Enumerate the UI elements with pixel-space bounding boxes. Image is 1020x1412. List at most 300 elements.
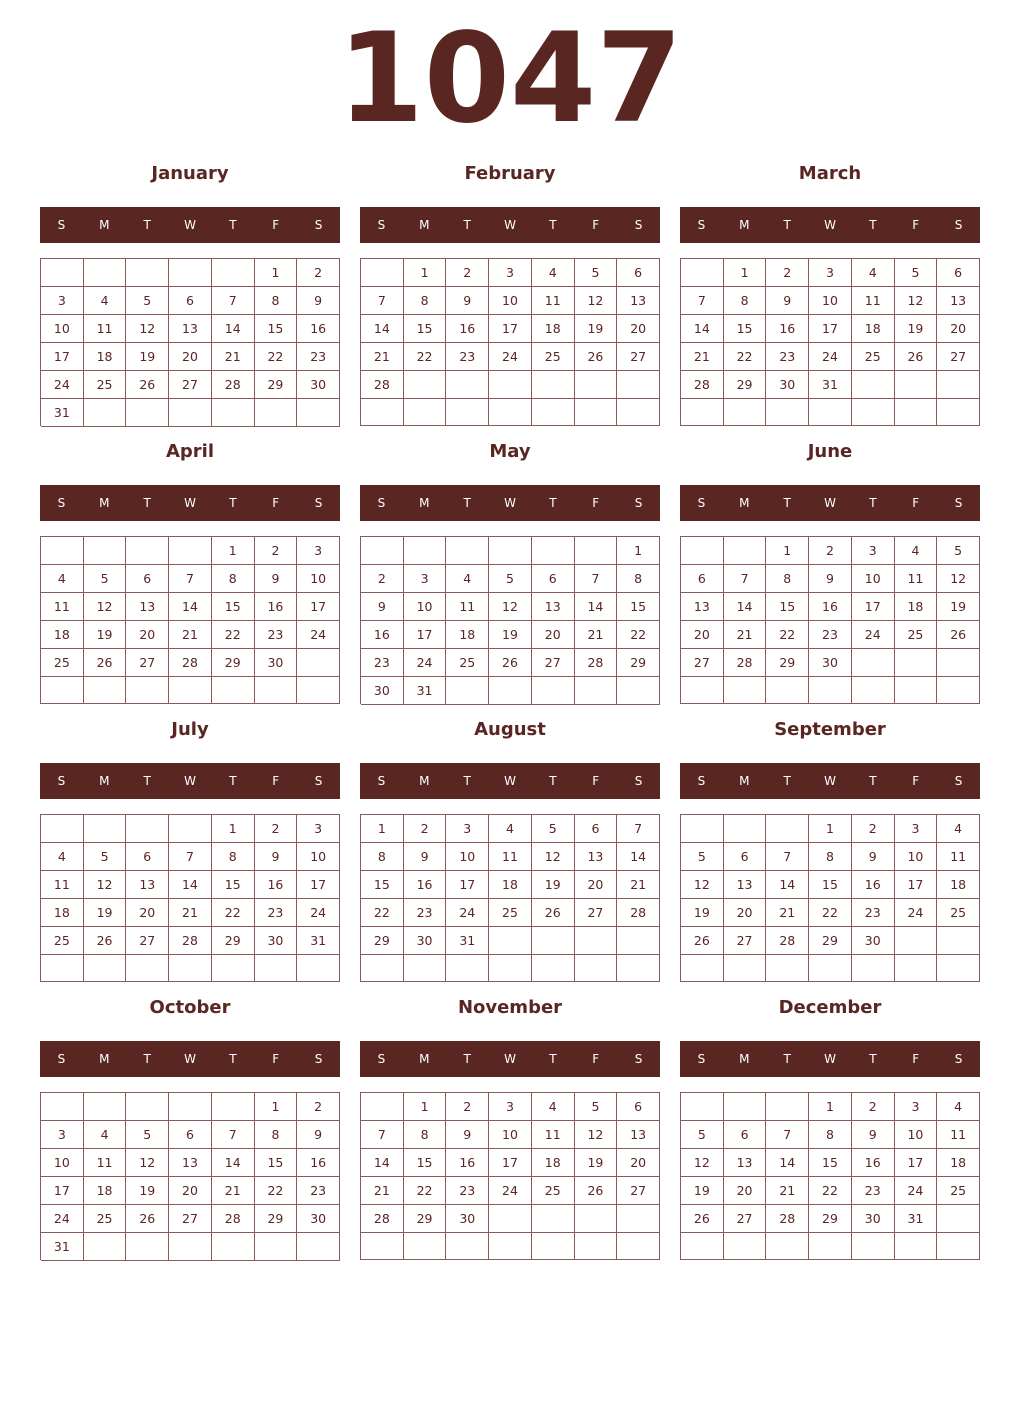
day-cell[interactable]: 16 xyxy=(404,871,447,899)
day-cell[interactable]: 24 xyxy=(895,899,938,927)
day-cell[interactable]: 11 xyxy=(532,287,575,315)
day-cell[interactable]: 22 xyxy=(212,621,255,649)
day-cell[interactable]: 6 xyxy=(169,1121,212,1149)
day-cell[interactable]: 12 xyxy=(532,843,575,871)
day-cell[interactable]: 7 xyxy=(617,815,660,843)
day-cell[interactable]: 1 xyxy=(212,815,255,843)
day-cell[interactable]: 18 xyxy=(532,315,575,343)
day-cell[interactable]: 23 xyxy=(809,621,852,649)
day-cell[interactable]: 1 xyxy=(809,1093,852,1121)
day-cell[interactable]: 21 xyxy=(169,621,212,649)
day-cell[interactable]: 8 xyxy=(766,565,809,593)
day-cell[interactable]: 6 xyxy=(126,843,169,871)
day-cell[interactable]: 19 xyxy=(895,315,938,343)
day-cell[interactable]: 21 xyxy=(766,1177,809,1205)
day-cell[interactable]: 27 xyxy=(681,649,724,677)
day-cell[interactable]: 17 xyxy=(895,871,938,899)
day-cell[interactable]: 11 xyxy=(446,593,489,621)
day-cell[interactable]: 6 xyxy=(617,1093,660,1121)
day-cell[interactable]: 18 xyxy=(937,1149,980,1177)
day-cell[interactable]: 13 xyxy=(617,1121,660,1149)
day-cell[interactable]: 7 xyxy=(724,565,767,593)
day-cell[interactable]: 11 xyxy=(937,1121,980,1149)
day-cell[interactable]: 23 xyxy=(404,899,447,927)
day-cell[interactable]: 22 xyxy=(404,343,447,371)
day-cell[interactable]: 29 xyxy=(724,371,767,399)
day-cell[interactable]: 18 xyxy=(446,621,489,649)
day-cell[interactable]: 16 xyxy=(766,315,809,343)
day-cell[interactable]: 22 xyxy=(361,899,404,927)
day-cell[interactable]: 5 xyxy=(681,1121,724,1149)
day-cell[interactable]: 9 xyxy=(766,287,809,315)
day-cell[interactable]: 6 xyxy=(532,565,575,593)
day-cell[interactable]: 26 xyxy=(489,649,532,677)
day-cell[interactable]: 24 xyxy=(852,621,895,649)
day-cell[interactable]: 15 xyxy=(361,871,404,899)
day-cell[interactable]: 16 xyxy=(255,871,298,899)
day-cell[interactable]: 16 xyxy=(446,1149,489,1177)
day-cell[interactable]: 28 xyxy=(766,927,809,955)
day-cell[interactable]: 17 xyxy=(489,1149,532,1177)
day-cell[interactable]: 21 xyxy=(361,343,404,371)
day-cell[interactable]: 28 xyxy=(212,1205,255,1233)
day-cell[interactable]: 20 xyxy=(126,621,169,649)
day-cell[interactable]: 13 xyxy=(169,315,212,343)
day-cell[interactable]: 17 xyxy=(895,1149,938,1177)
day-cell[interactable]: 23 xyxy=(297,1177,340,1205)
day-cell[interactable]: 14 xyxy=(361,1149,404,1177)
day-cell[interactable]: 26 xyxy=(575,343,618,371)
day-cell[interactable]: 26 xyxy=(84,649,127,677)
day-cell[interactable]: 1 xyxy=(255,259,298,287)
day-cell[interactable]: 4 xyxy=(446,565,489,593)
day-cell[interactable]: 25 xyxy=(84,1205,127,1233)
day-cell[interactable]: 18 xyxy=(41,899,84,927)
day-cell[interactable]: 5 xyxy=(489,565,532,593)
day-cell[interactable]: 1 xyxy=(617,537,660,565)
day-cell[interactable]: 3 xyxy=(895,815,938,843)
day-cell[interactable]: 2 xyxy=(446,1093,489,1121)
day-cell[interactable]: 5 xyxy=(126,287,169,315)
day-cell[interactable]: 31 xyxy=(297,927,340,955)
day-cell[interactable]: 9 xyxy=(446,1121,489,1149)
day-cell[interactable]: 27 xyxy=(169,1205,212,1233)
day-cell[interactable]: 4 xyxy=(489,815,532,843)
day-cell[interactable]: 29 xyxy=(255,371,298,399)
day-cell[interactable]: 13 xyxy=(532,593,575,621)
day-cell[interactable]: 17 xyxy=(404,621,447,649)
day-cell[interactable]: 7 xyxy=(169,565,212,593)
day-cell[interactable]: 24 xyxy=(895,1177,938,1205)
day-cell[interactable]: 3 xyxy=(809,259,852,287)
day-cell[interactable]: 4 xyxy=(937,1093,980,1121)
day-cell[interactable]: 4 xyxy=(41,565,84,593)
day-cell[interactable]: 20 xyxy=(169,343,212,371)
day-cell[interactable]: 15 xyxy=(724,315,767,343)
day-cell[interactable]: 19 xyxy=(575,315,618,343)
day-cell[interactable]: 6 xyxy=(575,815,618,843)
day-cell[interactable]: 31 xyxy=(41,1233,84,1261)
day-cell[interactable]: 5 xyxy=(84,565,127,593)
day-cell[interactable]: 13 xyxy=(126,593,169,621)
day-cell[interactable]: 15 xyxy=(809,871,852,899)
day-cell[interactable]: 12 xyxy=(575,1121,618,1149)
day-cell[interactable]: 22 xyxy=(404,1177,447,1205)
day-cell[interactable]: 5 xyxy=(575,1093,618,1121)
day-cell[interactable]: 30 xyxy=(852,1205,895,1233)
day-cell[interactable]: 18 xyxy=(41,621,84,649)
day-cell[interactable]: 27 xyxy=(937,343,980,371)
day-cell[interactable]: 8 xyxy=(212,843,255,871)
day-cell[interactable]: 10 xyxy=(852,565,895,593)
day-cell[interactable]: 9 xyxy=(255,843,298,871)
day-cell[interactable]: 23 xyxy=(766,343,809,371)
day-cell[interactable]: 20 xyxy=(575,871,618,899)
day-cell[interactable]: 12 xyxy=(681,1149,724,1177)
day-cell[interactable]: 20 xyxy=(681,621,724,649)
day-cell[interactable]: 18 xyxy=(84,1177,127,1205)
day-cell[interactable]: 16 xyxy=(852,871,895,899)
day-cell[interactable]: 30 xyxy=(766,371,809,399)
day-cell[interactable]: 12 xyxy=(84,593,127,621)
day-cell[interactable]: 30 xyxy=(255,927,298,955)
day-cell[interactable]: 1 xyxy=(404,1093,447,1121)
day-cell[interactable]: 22 xyxy=(212,899,255,927)
day-cell[interactable]: 14 xyxy=(617,843,660,871)
day-cell[interactable]: 13 xyxy=(575,843,618,871)
day-cell[interactable]: 8 xyxy=(212,565,255,593)
day-cell[interactable]: 4 xyxy=(895,537,938,565)
day-cell[interactable]: 12 xyxy=(126,315,169,343)
day-cell[interactable]: 14 xyxy=(766,1149,809,1177)
day-cell[interactable]: 8 xyxy=(404,287,447,315)
day-cell[interactable]: 16 xyxy=(255,593,298,621)
day-cell[interactable]: 15 xyxy=(404,1149,447,1177)
day-cell[interactable]: 6 xyxy=(724,843,767,871)
day-cell[interactable]: 25 xyxy=(41,927,84,955)
day-cell[interactable]: 8 xyxy=(809,1121,852,1149)
day-cell[interactable]: 20 xyxy=(617,315,660,343)
day-cell[interactable]: 20 xyxy=(126,899,169,927)
day-cell[interactable]: 19 xyxy=(681,899,724,927)
day-cell[interactable]: 29 xyxy=(617,649,660,677)
day-cell[interactable]: 20 xyxy=(617,1149,660,1177)
day-cell[interactable]: 28 xyxy=(169,649,212,677)
day-cell[interactable]: 1 xyxy=(255,1093,298,1121)
day-cell[interactable]: 22 xyxy=(255,1177,298,1205)
day-cell[interactable]: 14 xyxy=(212,315,255,343)
day-cell[interactable]: 15 xyxy=(766,593,809,621)
day-cell[interactable]: 17 xyxy=(489,315,532,343)
day-cell[interactable]: 16 xyxy=(297,1149,340,1177)
day-cell[interactable]: 26 xyxy=(937,621,980,649)
day-cell[interactable]: 22 xyxy=(724,343,767,371)
day-cell[interactable]: 2 xyxy=(361,565,404,593)
day-cell[interactable]: 29 xyxy=(212,649,255,677)
day-cell[interactable]: 23 xyxy=(852,1177,895,1205)
day-cell[interactable]: 11 xyxy=(84,1149,127,1177)
day-cell[interactable]: 17 xyxy=(41,343,84,371)
day-cell[interactable]: 9 xyxy=(809,565,852,593)
day-cell[interactable]: 4 xyxy=(532,1093,575,1121)
day-cell[interactable]: 7 xyxy=(361,1121,404,1149)
day-cell[interactable]: 29 xyxy=(361,927,404,955)
day-cell[interactable]: 2 xyxy=(297,259,340,287)
day-cell[interactable]: 8 xyxy=(361,843,404,871)
day-cell[interactable]: 5 xyxy=(532,815,575,843)
day-cell[interactable]: 22 xyxy=(255,343,298,371)
day-cell[interactable]: 25 xyxy=(532,1177,575,1205)
day-cell[interactable]: 6 xyxy=(724,1121,767,1149)
day-cell[interactable]: 13 xyxy=(724,1149,767,1177)
day-cell[interactable]: 8 xyxy=(404,1121,447,1149)
day-cell[interactable]: 24 xyxy=(41,1205,84,1233)
day-cell[interactable]: 31 xyxy=(404,677,447,705)
day-cell[interactable]: 6 xyxy=(937,259,980,287)
day-cell[interactable]: 13 xyxy=(617,287,660,315)
day-cell[interactable]: 21 xyxy=(681,343,724,371)
day-cell[interactable]: 2 xyxy=(297,1093,340,1121)
day-cell[interactable]: 16 xyxy=(446,315,489,343)
day-cell[interactable]: 29 xyxy=(766,649,809,677)
day-cell[interactable]: 2 xyxy=(404,815,447,843)
day-cell[interactable]: 10 xyxy=(297,843,340,871)
day-cell[interactable]: 28 xyxy=(575,649,618,677)
day-cell[interactable]: 13 xyxy=(937,287,980,315)
day-cell[interactable]: 1 xyxy=(212,537,255,565)
day-cell[interactable]: 26 xyxy=(126,371,169,399)
day-cell[interactable]: 17 xyxy=(852,593,895,621)
day-cell[interactable]: 27 xyxy=(126,649,169,677)
day-cell[interactable]: 22 xyxy=(809,1177,852,1205)
day-cell[interactable]: 14 xyxy=(212,1149,255,1177)
day-cell[interactable]: 13 xyxy=(724,871,767,899)
day-cell[interactable]: 9 xyxy=(297,287,340,315)
day-cell[interactable]: 10 xyxy=(41,315,84,343)
day-cell[interactable]: 5 xyxy=(681,843,724,871)
day-cell[interactable]: 8 xyxy=(255,1121,298,1149)
day-cell[interactable]: 21 xyxy=(361,1177,404,1205)
day-cell[interactable]: 27 xyxy=(169,371,212,399)
day-cell[interactable]: 28 xyxy=(681,371,724,399)
day-cell[interactable]: 30 xyxy=(255,649,298,677)
day-cell[interactable]: 3 xyxy=(489,259,532,287)
day-cell[interactable]: 20 xyxy=(724,1177,767,1205)
day-cell[interactable]: 12 xyxy=(681,871,724,899)
day-cell[interactable]: 5 xyxy=(575,259,618,287)
day-cell[interactable]: 16 xyxy=(297,315,340,343)
day-cell[interactable]: 2 xyxy=(809,537,852,565)
day-cell[interactable]: 10 xyxy=(489,287,532,315)
day-cell[interactable]: 20 xyxy=(532,621,575,649)
day-cell[interactable]: 18 xyxy=(84,343,127,371)
day-cell[interactable]: 10 xyxy=(404,593,447,621)
day-cell[interactable]: 4 xyxy=(532,259,575,287)
day-cell[interactable]: 3 xyxy=(895,1093,938,1121)
day-cell[interactable]: 31 xyxy=(895,1205,938,1233)
day-cell[interactable]: 7 xyxy=(212,287,255,315)
day-cell[interactable]: 19 xyxy=(937,593,980,621)
day-cell[interactable]: 26 xyxy=(895,343,938,371)
day-cell[interactable]: 9 xyxy=(852,843,895,871)
day-cell[interactable]: 12 xyxy=(489,593,532,621)
day-cell[interactable]: 5 xyxy=(895,259,938,287)
day-cell[interactable]: 18 xyxy=(937,871,980,899)
day-cell[interactable]: 21 xyxy=(575,621,618,649)
day-cell[interactable]: 15 xyxy=(212,593,255,621)
day-cell[interactable]: 18 xyxy=(895,593,938,621)
day-cell[interactable]: 30 xyxy=(404,927,447,955)
day-cell[interactable]: 14 xyxy=(169,593,212,621)
day-cell[interactable]: 25 xyxy=(489,899,532,927)
day-cell[interactable]: 17 xyxy=(41,1177,84,1205)
day-cell[interactable]: 9 xyxy=(361,593,404,621)
day-cell[interactable]: 29 xyxy=(809,927,852,955)
day-cell[interactable]: 11 xyxy=(895,565,938,593)
day-cell[interactable]: 14 xyxy=(724,593,767,621)
day-cell[interactable]: 30 xyxy=(297,371,340,399)
day-cell[interactable]: 31 xyxy=(41,399,84,427)
day-cell[interactable]: 20 xyxy=(169,1177,212,1205)
day-cell[interactable]: 6 xyxy=(126,565,169,593)
day-cell[interactable]: 8 xyxy=(809,843,852,871)
day-cell[interactable]: 21 xyxy=(169,899,212,927)
day-cell[interactable]: 8 xyxy=(724,287,767,315)
day-cell[interactable]: 26 xyxy=(681,927,724,955)
day-cell[interactable]: 7 xyxy=(681,287,724,315)
day-cell[interactable]: 12 xyxy=(575,287,618,315)
day-cell[interactable]: 3 xyxy=(489,1093,532,1121)
day-cell[interactable]: 27 xyxy=(617,343,660,371)
day-cell[interactable]: 7 xyxy=(575,565,618,593)
day-cell[interactable]: 25 xyxy=(532,343,575,371)
day-cell[interactable]: 6 xyxy=(681,565,724,593)
day-cell[interactable]: 10 xyxy=(41,1149,84,1177)
day-cell[interactable]: 13 xyxy=(681,593,724,621)
day-cell[interactable]: 29 xyxy=(404,1205,447,1233)
day-cell[interactable]: 7 xyxy=(766,1121,809,1149)
day-cell[interactable]: 28 xyxy=(724,649,767,677)
day-cell[interactable]: 3 xyxy=(852,537,895,565)
day-cell[interactable]: 3 xyxy=(404,565,447,593)
day-cell[interactable]: 4 xyxy=(937,815,980,843)
day-cell[interactable]: 19 xyxy=(84,899,127,927)
day-cell[interactable]: 7 xyxy=(361,287,404,315)
day-cell[interactable]: 11 xyxy=(489,843,532,871)
day-cell[interactable]: 15 xyxy=(617,593,660,621)
day-cell[interactable]: 4 xyxy=(84,287,127,315)
day-cell[interactable]: 1 xyxy=(404,259,447,287)
day-cell[interactable]: 1 xyxy=(766,537,809,565)
day-cell[interactable]: 27 xyxy=(575,899,618,927)
day-cell[interactable]: 30 xyxy=(361,677,404,705)
day-cell[interactable]: 25 xyxy=(937,899,980,927)
day-cell[interactable]: 17 xyxy=(297,871,340,899)
day-cell[interactable]: 21 xyxy=(617,871,660,899)
day-cell[interactable]: 11 xyxy=(852,287,895,315)
day-cell[interactable]: 3 xyxy=(297,537,340,565)
day-cell[interactable]: 27 xyxy=(532,649,575,677)
day-cell[interactable]: 30 xyxy=(852,927,895,955)
day-cell[interactable]: 26 xyxy=(532,899,575,927)
day-cell[interactable]: 24 xyxy=(446,899,489,927)
day-cell[interactable]: 20 xyxy=(937,315,980,343)
day-cell[interactable]: 7 xyxy=(212,1121,255,1149)
day-cell[interactable]: 9 xyxy=(404,843,447,871)
day-cell[interactable]: 18 xyxy=(852,315,895,343)
day-cell[interactable]: 11 xyxy=(41,593,84,621)
day-cell[interactable]: 24 xyxy=(489,1177,532,1205)
day-cell[interactable]: 10 xyxy=(297,565,340,593)
day-cell[interactable]: 14 xyxy=(169,871,212,899)
day-cell[interactable]: 13 xyxy=(126,871,169,899)
day-cell[interactable]: 19 xyxy=(84,621,127,649)
day-cell[interactable]: 19 xyxy=(126,343,169,371)
day-cell[interactable]: 26 xyxy=(126,1205,169,1233)
day-cell[interactable]: 27 xyxy=(617,1177,660,1205)
day-cell[interactable]: 23 xyxy=(446,1177,489,1205)
day-cell[interactable]: 4 xyxy=(852,259,895,287)
day-cell[interactable]: 14 xyxy=(361,315,404,343)
day-cell[interactable]: 25 xyxy=(446,649,489,677)
day-cell[interactable]: 19 xyxy=(575,1149,618,1177)
day-cell[interactable]: 25 xyxy=(84,371,127,399)
day-cell[interactable]: 13 xyxy=(169,1149,212,1177)
day-cell[interactable]: 8 xyxy=(617,565,660,593)
day-cell[interactable]: 12 xyxy=(895,287,938,315)
day-cell[interactable]: 19 xyxy=(489,621,532,649)
day-cell[interactable]: 1 xyxy=(724,259,767,287)
day-cell[interactable]: 3 xyxy=(297,815,340,843)
day-cell[interactable]: 23 xyxy=(297,343,340,371)
day-cell[interactable]: 25 xyxy=(895,621,938,649)
day-cell[interactable]: 4 xyxy=(41,843,84,871)
day-cell[interactable]: 1 xyxy=(809,815,852,843)
day-cell[interactable]: 24 xyxy=(41,371,84,399)
day-cell[interactable]: 15 xyxy=(809,1149,852,1177)
day-cell[interactable]: 28 xyxy=(212,371,255,399)
day-cell[interactable]: 15 xyxy=(255,1149,298,1177)
day-cell[interactable]: 23 xyxy=(361,649,404,677)
day-cell[interactable]: 30 xyxy=(809,649,852,677)
day-cell[interactable]: 31 xyxy=(809,371,852,399)
day-cell[interactable]: 17 xyxy=(297,593,340,621)
day-cell[interactable]: 14 xyxy=(681,315,724,343)
day-cell[interactable]: 2 xyxy=(255,537,298,565)
day-cell[interactable]: 26 xyxy=(681,1205,724,1233)
day-cell[interactable]: 10 xyxy=(895,843,938,871)
day-cell[interactable]: 15 xyxy=(255,315,298,343)
day-cell[interactable]: 28 xyxy=(617,899,660,927)
day-cell[interactable]: 9 xyxy=(255,565,298,593)
day-cell[interactable]: 26 xyxy=(84,927,127,955)
day-cell[interactable]: 3 xyxy=(446,815,489,843)
day-cell[interactable]: 31 xyxy=(446,927,489,955)
day-cell[interactable]: 23 xyxy=(852,899,895,927)
day-cell[interactable]: 10 xyxy=(895,1121,938,1149)
day-cell[interactable]: 23 xyxy=(255,621,298,649)
day-cell[interactable]: 12 xyxy=(937,565,980,593)
day-cell[interactable]: 16 xyxy=(809,593,852,621)
day-cell[interactable]: 24 xyxy=(297,899,340,927)
day-cell[interactable]: 2 xyxy=(446,259,489,287)
day-cell[interactable]: 19 xyxy=(532,871,575,899)
day-cell[interactable]: 10 xyxy=(446,843,489,871)
day-cell[interactable]: 12 xyxy=(84,871,127,899)
day-cell[interactable]: 2 xyxy=(255,815,298,843)
day-cell[interactable]: 24 xyxy=(809,343,852,371)
day-cell[interactable]: 2 xyxy=(766,259,809,287)
